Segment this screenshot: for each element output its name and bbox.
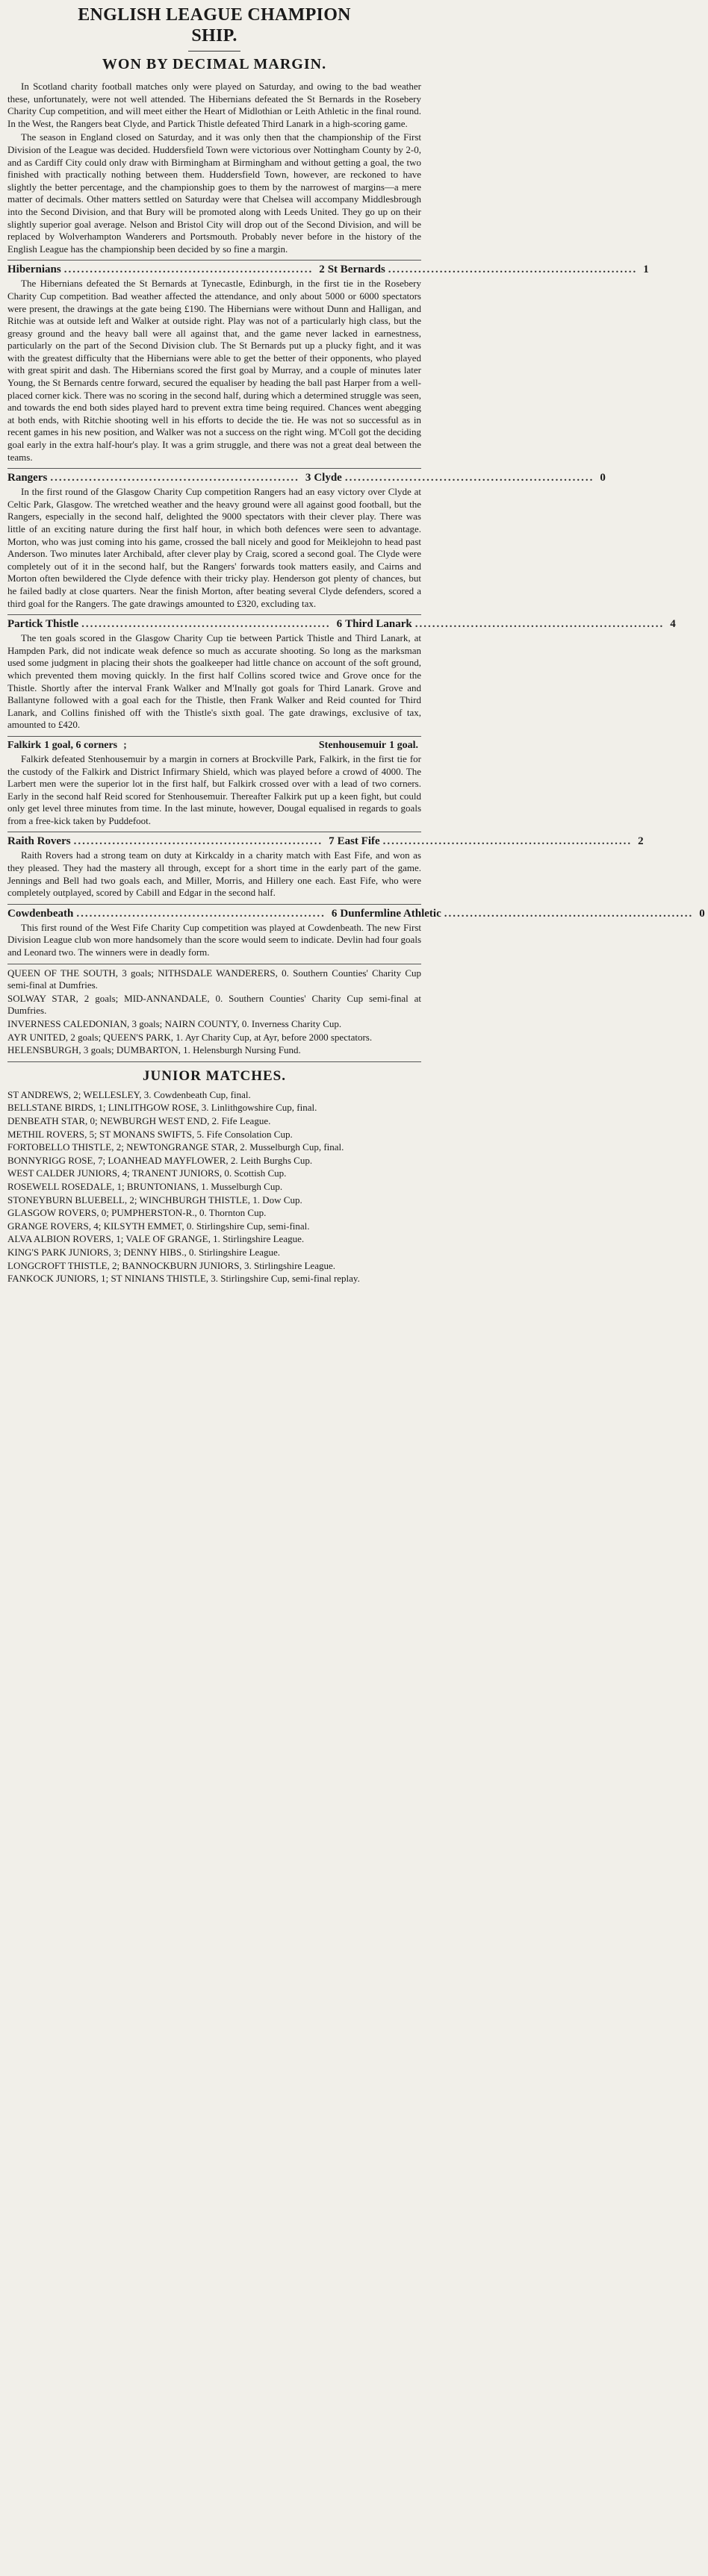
leader-dots: .......................................................... — [81, 618, 331, 631]
home-score: 7 — [329, 835, 335, 848]
match-heading — [7, 835, 644, 848]
result-item: HELENSBURGH, 3 goals; DUMBARTON, 1. Helensburgh Nursing Fund. — [7, 1044, 301, 1056]
home-score: 2 — [319, 263, 325, 276]
home-team: Rangers — [7, 472, 48, 484]
match-paragraph: Raith Rovers had a strong team on duty at Kirkcaldy in a charity match with East Fife, and won as they pleased. They had the mastery all through, except for a short time in the early part of the game. Jennings and Bell had two goals each, and Miller, Morris, and Hillery one each. East Fife, who were completely outplayed, scored by Cabill and Edgar in the second half. — [7, 849, 421, 899]
divider — [7, 904, 421, 905]
away-team: Clyde — [314, 472, 342, 484]
junior-result: METHIL ROVERS, 5; ST MONANS SWIFTS, 5. Fife Consolation Cup. — [7, 1128, 293, 1140]
junior-result: ALVA ALBION ROVERS, 1; VALE OF GRANGE, 1. Stirlingshire League. — [7, 1233, 305, 1245]
junior-matches — [7, 1068, 421, 1285]
junior-result: ROSEWELL ROSEDALE, 1; BRUNTONIANS, 1. Musselburgh Cup. — [7, 1180, 283, 1192]
junior-result: ST ANDREWS, 2; WELLESLEY, 3. Cowdenbeath Cup, final. — [7, 1088, 251, 1100]
junior-heading: JUNIOR MATCHES. — [143, 1067, 286, 1084]
home-team: Cowdenbeath — [7, 907, 74, 920]
leader-dots: .......................................................... — [444, 907, 694, 920]
intro-paragraph-1: In Scotland charity football matches only were played on Saturday, and owing to the bad weather these, unfortunately, were not well attended. The Hibernians defeated the St Bernards in the Rosebery Charity Cup competition, and will meet either the Heart of Midlothian or Leith Athletic in the final round. In the West, the Rangers beat Clyde, and Partick Thistle defeated Third Lanark in a high-scoring game. — [7, 81, 421, 129]
match-heading — [7, 907, 705, 920]
home-team: Partick Thistle — [7, 618, 79, 631]
leader-dots: .......................................................... — [344, 472, 594, 484]
match-paragraph: This first round of the West Fife Charity Cup competition was played at Cowdenbeath. The new First Division League club won more handsomely than the score would seem to indicate. Devlin had four goals and Leonard two. The winners were in deadly form. — [7, 921, 421, 958]
divider — [7, 614, 421, 615]
match-heading — [7, 618, 676, 631]
away-score: 4 — [670, 618, 676, 631]
junior-result: LONGCROFT THISTLE, 2; BANNOCKBURN JUNIORS, 3. Stirlingshire League. — [7, 1259, 335, 1271]
match-paragraph: Falkirk defeated Stenhousemuir by a margin in corners at Brockville Park, Falkirk, in the first tie for the custody of the Falkirk and District Infirmary Shield, which was played before a crowd of 4000. The Larbert men were the superior lot in the first half, but Falkirk crossed over with a lead of two corners. Early in the second half Reid scored for Stenhousemuir. Thereafter Falkirk put up a keen fight, but could only get level three minutes from time. In the last minute, however, Dougal equalised in regards to goals from a free-kick taken by Puddefoot. — [7, 752, 421, 826]
home-score: 6 — [336, 618, 343, 631]
article-intro — [7, 81, 421, 255]
headline — [7, 4, 421, 46]
result-item: AYR UNITED, 2 goals; QUEEN'S PARK, 1. Ayr Charity Cup, at Ayr, before 2000 spectators. — [7, 1031, 373, 1043]
junior-result: KING'S PARK JUNIORS, 3; DENNY HIBS., 0. Stirlingshire League. — [7, 1246, 281, 1258]
away-team: Third Lanark — [345, 618, 412, 631]
match-report-partick — [7, 614, 676, 732]
away-team: Stenhousemuir — [318, 739, 387, 751]
match-paragraph: The ten goals scored in the Glasgow Charity Cup tie between Partick Thistle and Third Lanark, at Hampden Park, did not indicate weak defence so much as accurate shooting. So long as the marksman used some judgment in placing their shots the goalkeeper had little chance on account of the soft ground, which prevented them moving quickly. In the first half Collins scored twice and Grove once for the Thistle. Shortly after the interval Frank Walker and M'Inally got goals for Third Lanark. Grove and Ballantyne followed with a goal each for the Thistle, then Frank Walker and Reid counted for Third Lanark, and Collins finished off with the Thistle's sixth goal. The gate drawings, exclusive of tax, amounted to £420. — [7, 632, 421, 731]
headline-line2: SHIP. — [191, 26, 237, 46]
match-report-cowdenbeath — [7, 904, 705, 959]
match-heading — [7, 740, 421, 752]
leader-dots: .......................................................... — [382, 835, 633, 848]
home-team: Hibernians — [7, 263, 61, 276]
headline-line1: ENGLISH LEAGUE CHAMPION — [78, 5, 351, 25]
leader-dots: .......................................................... — [76, 907, 326, 920]
headline-rule — [188, 51, 240, 52]
away-score: 0 — [600, 472, 606, 484]
match-paragraph: In the first round of the Glasgow Charity Cup competition Rangers had an easy victory over Clyde at Celtic Park, Glasgow. The wretched weather and the heavy ground were all against good football, but the Rangers, especially in the second half, delighted the 9000 spectators with their clever play. There was little of an exciting nature during the first half hour, in which both defences were seen to advantage. Morton, who was just coming into his game, crossed the ball nicely and good for Meiklejohn to head past Anderson. Two minutes later Archibald, after clever play by Craig, scored a second goal. The Clyde were completely out of it in the second half, but the Rangers' forwards took matters easily, and Cairns and Morton often bewildered the Clyde defence with their tricky play. Henderson got plenty of chances, but he failed badly at close quarters. Near the finish Morton, after beating several Clyde defenders, scored a third goal for the Rangers. The gate drawings amounted to £320, excluding tax. — [7, 486, 421, 609]
leader-dots: .......................................................... — [73, 835, 323, 848]
junior-result: FANKOCK JUNIORS, 1; ST NINIANS THISTLE, 3. Stirlingshire Cup, semi-final replay. — [7, 1273, 360, 1285]
junior-result: BONNYRIGG ROSE, 7; LOANHEAD MAYFLOWER, 2. Leith Burghs Cup. — [7, 1154, 313, 1166]
junior-result: BELLSTANE BIRDS, 1; LINLITHGOW ROSE, 3. Linlithgowshire Cup, final. — [7, 1102, 317, 1114]
result-item: INVERNESS CALEDONIAN, 3 goals; NAIRN COUNTY, 0. Inverness Charity Cup. — [7, 1018, 342, 1029]
junior-result: FORTOBELLO THISTLE, 2; NEWTONGRANGE STAR, 2. Musselburgh Cup, final. — [7, 1141, 344, 1153]
leader-dots: ; — [123, 739, 128, 751]
home-score: 3 — [305, 472, 311, 484]
away-score: 0 — [699, 907, 705, 920]
other-results — [7, 967, 421, 1057]
intro-paragraph-2: The season in England closed on Saturday, and it was only then that the championship of the First Division of the League was decided. Huddersfield Town were victorious over Nottingham County by 2-0, and as Cardiff City could only draw with Birmingham at Birmingham and without getting a goal, the two finished with practically nothing between them. Huddersfield Town, however, are reckoned to have slightly the better percentage, and the championship goes to them by the narrowest of margins—a mere matter of decimals. Other matters settled on Saturday were that Chelsea will accompany Middlesbrough into the Second Division, and that Bury will be promoted along with Leeds United. They go up on their slightly superior goal average. Nelson and Bristol City will drop out of the Second Division, and will be replaced by Wolverhampton Wanderers and Portsmouth. Probably never before in the history of the English League has the championship been decided by so fine a margin. — [7, 131, 421, 255]
match-report-hibernians — [7, 260, 649, 464]
subheadline: WON BY DECIMAL MARGIN. — [102, 56, 327, 72]
away-score: 1 — [643, 263, 649, 276]
away-team: Dunfermline Athletic — [340, 907, 441, 920]
home-score: 6 — [331, 907, 338, 920]
match-report-falkirk — [7, 736, 421, 828]
home-team: Raith Rovers — [7, 835, 71, 848]
home-team: Falkirk — [7, 739, 42, 751]
junior-result: STONEYBURN BLUEBELL, 2; WINCHBURGH THISTLE, 1. Dow Cup. — [7, 1194, 302, 1206]
match-paragraph: The Hibernians defeated the St Bernards at Tynecastle, Edinburgh, in the first tie in the Rosebery Charity Cup competition. Bad weather affected the attendance, and only about 5000 or 6000 spectators were present, the drawings at the gate being £190. The Hibernians were without Dunn and Halligan, and Ritchie was at outside left and Walker at outside right. Play was not of a particularly high class, but the greasy ground and the heavy ball were all against that, and the game never lacked in earnestness, particularly on the part of the Second Division club. The St Bernards put up a plucky fight, and it was with the greatest difficulty that the Hibernians were able to get the better of their opponents, who played with great spirit and dash. The Hibernians scored the first goal by Murray, and a couple of minutes later Young, the St Bernards centre forward, secured the equaliser by heading the ball past Harper from a well-placed corner kick. There was no scoring in the second half, during which a determined struggle was seen, and towards the end both sides played hard to prevent extra time being required. Chances went abegging at both ends, with Ritchie shooting well in his efforts to decide the tie. He was not so successful as in recent games in his new position, and Walker was not a success on the right wing. M'Coll got the deciding goal early in the extra half-hour's play. It was a grim struggle, and there was not a great deal between the teams. — [7, 278, 421, 463]
divider — [7, 736, 421, 737]
leader-dots: .......................................................... — [414, 618, 665, 631]
junior-result: DENBEATH STAR, 0; NEWBURGH WEST END, 2. Fife League. — [7, 1114, 271, 1126]
match-heading — [7, 472, 606, 484]
junior-result: GLASGOW ROVERS, 0; PUMPHERSTON-R., 0. Thornton Cup. — [7, 1207, 267, 1219]
away-score: 1 goal. — [389, 739, 418, 751]
junior-result: GRANGE ROVERS, 4; KILSYTH EMMET, 0. Stirlingshire Cup, semi-final. — [7, 1220, 310, 1232]
leader-dots: .......................................................... — [50, 472, 299, 484]
divider — [7, 260, 421, 261]
away-team: St Bernards — [327, 263, 385, 276]
divider — [7, 468, 421, 469]
home-score: 1 goal, 6 corners — [44, 739, 118, 751]
result-item: SOLWAY STAR, 2 goals; MID-ANNANDALE, 0. Southern Counties' Charity Cup semi-final at Dumfries. — [7, 992, 421, 1017]
divider — [7, 1061, 421, 1062]
away-score: 2 — [638, 835, 644, 848]
leader-dots: .......................................................... — [388, 263, 638, 276]
match-report-raith — [7, 832, 644, 899]
match-report-rangers — [7, 468, 606, 610]
result-item: QUEEN OF THE SOUTH, 3 goals; NITHSDALE WANDERERS, 0. Southern Counties' Charity Cup semi-final at Dumfries. — [7, 967, 421, 991]
away-team: East Fife — [337, 835, 380, 848]
leader-dots: .......................................................... — [63, 263, 314, 276]
junior-result: WEST CALDER JUNIORS, 4; TRANENT JUNIORS, 0. Scottish Cup. — [7, 1167, 287, 1179]
match-heading — [7, 263, 649, 276]
